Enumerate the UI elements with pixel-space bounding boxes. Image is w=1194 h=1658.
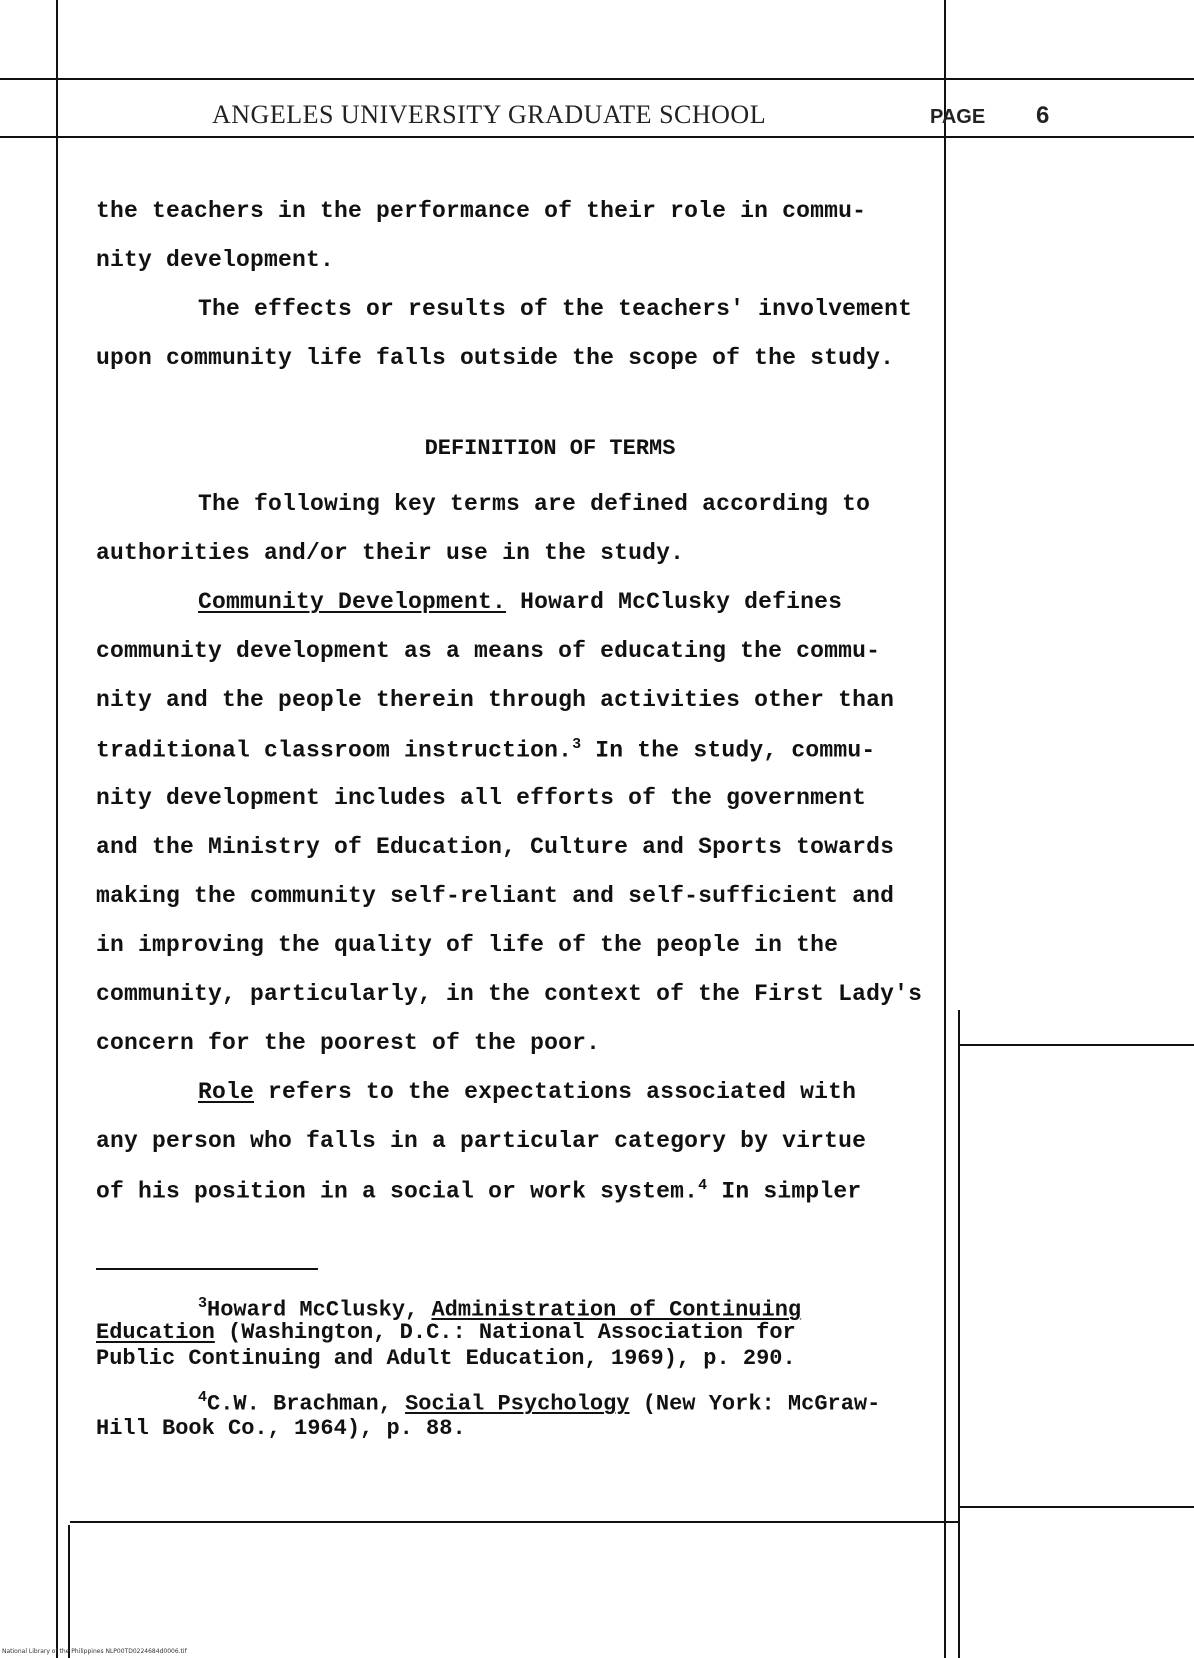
text-line: nity and the people therein through activities other than (96, 687, 895, 713)
text-line: concern for the poorest of the poor. (96, 1030, 601, 1056)
header-bottom-rule-left (0, 136, 56, 138)
header-top-rule (58, 78, 1194, 80)
footnote-title: Education (96, 1320, 215, 1345)
text-fragment: refers to the expectations associated with (268, 1079, 857, 1105)
bottom-rule-right (958, 1506, 1194, 1508)
footnote-4-line-1 (198, 1390, 880, 1415)
footnote-mark: 4 (198, 1389, 208, 1406)
text-line: nity development includes all efforts of the government (96, 785, 867, 811)
footnote-title: Administration of Continuing (431, 1297, 802, 1323)
text-line: in improving the quality of life of the people in the (96, 932, 839, 958)
scan-footer-caption: National Library of the Philippines NLP00TD0224684d0006.tif (2, 1648, 187, 1655)
bottom-rule (70, 1521, 958, 1523)
text-line (96, 736, 875, 764)
text-line: The following key terms are defined according to (198, 491, 871, 517)
footnote-author: Howard McClusky, (207, 1297, 432, 1323)
right-margin-rule (944, 0, 946, 1658)
term-community-development: Community Development. (198, 589, 507, 615)
right-margin-rule-lower (958, 1010, 960, 1658)
text-line: making the community self-reliant and self-sufficient and (96, 883, 895, 909)
text-line: The effects or results of the teachers' involvement (198, 296, 913, 322)
left-margin-rule-outer (68, 1525, 70, 1658)
footnote-3-line-2 (96, 1322, 796, 1344)
footnote-3-line-3: Public Continuing and Adult Education, 1969), p. 290. (96, 1346, 796, 1371)
text-fragment: Howard McClusky defines (520, 589, 843, 615)
footnote-4-line-2: Hill Book Co., 1964), p. 88. (96, 1416, 466, 1441)
text-fragment: In simpler (721, 1178, 862, 1205)
footnote-text: (New York: McGraw- (629, 1391, 881, 1417)
right-margin-tick (958, 1044, 1194, 1046)
footnote-ref-3: 3 (572, 736, 582, 753)
text-fragment: In the study, commu- (595, 737, 876, 764)
footnote-author: C.W. Brachman, (207, 1391, 406, 1417)
footnote-mark: 3 (198, 1295, 208, 1312)
page-number: 6 (1036, 102, 1050, 129)
text-line: upon community life falls outside the scope of the study. (96, 345, 895, 371)
text-line: community, particularly, in the context of the First Lady's (96, 981, 923, 1007)
text-line: the teachers in the performance of their role in commu- (96, 198, 867, 224)
left-margin-rule (56, 0, 58, 1658)
footnote-3-line-1 (198, 1296, 801, 1321)
page-label: PAGE (930, 106, 986, 128)
section-heading: DEFINITION OF TERMS (424, 436, 676, 461)
text-fragment: traditional classroom instruction. (96, 737, 573, 764)
footnote-title: Social Psychology (405, 1391, 630, 1417)
text-line: authorities and/or their use in the study. (96, 540, 685, 566)
text-line: any person who falls in a particular category by virtue (96, 1128, 867, 1154)
footnote-ref-4: 4 (698, 1177, 708, 1194)
text-fragment: of his position in a social or work system. (96, 1178, 699, 1205)
text-line: nity development. (96, 247, 335, 273)
definition-community-development (198, 589, 842, 615)
text-line: community development as a means of educating the commu- (96, 638, 881, 664)
text-line (96, 1177, 861, 1205)
text-line: and the Ministry of Education, Culture and Sports towards (96, 834, 895, 860)
document-header-title: ANGELES UNIVERSITY GRADUATE SCHOOL (212, 100, 767, 129)
definition-role (198, 1079, 856, 1105)
header-bottom-rule (58, 136, 1194, 138)
term-role: Role (198, 1079, 255, 1105)
footnote-text: (Washington, D.C.: National Association for (214, 1320, 796, 1345)
header-top-rule-left (0, 78, 56, 80)
footnote-separator (96, 1268, 318, 1270)
